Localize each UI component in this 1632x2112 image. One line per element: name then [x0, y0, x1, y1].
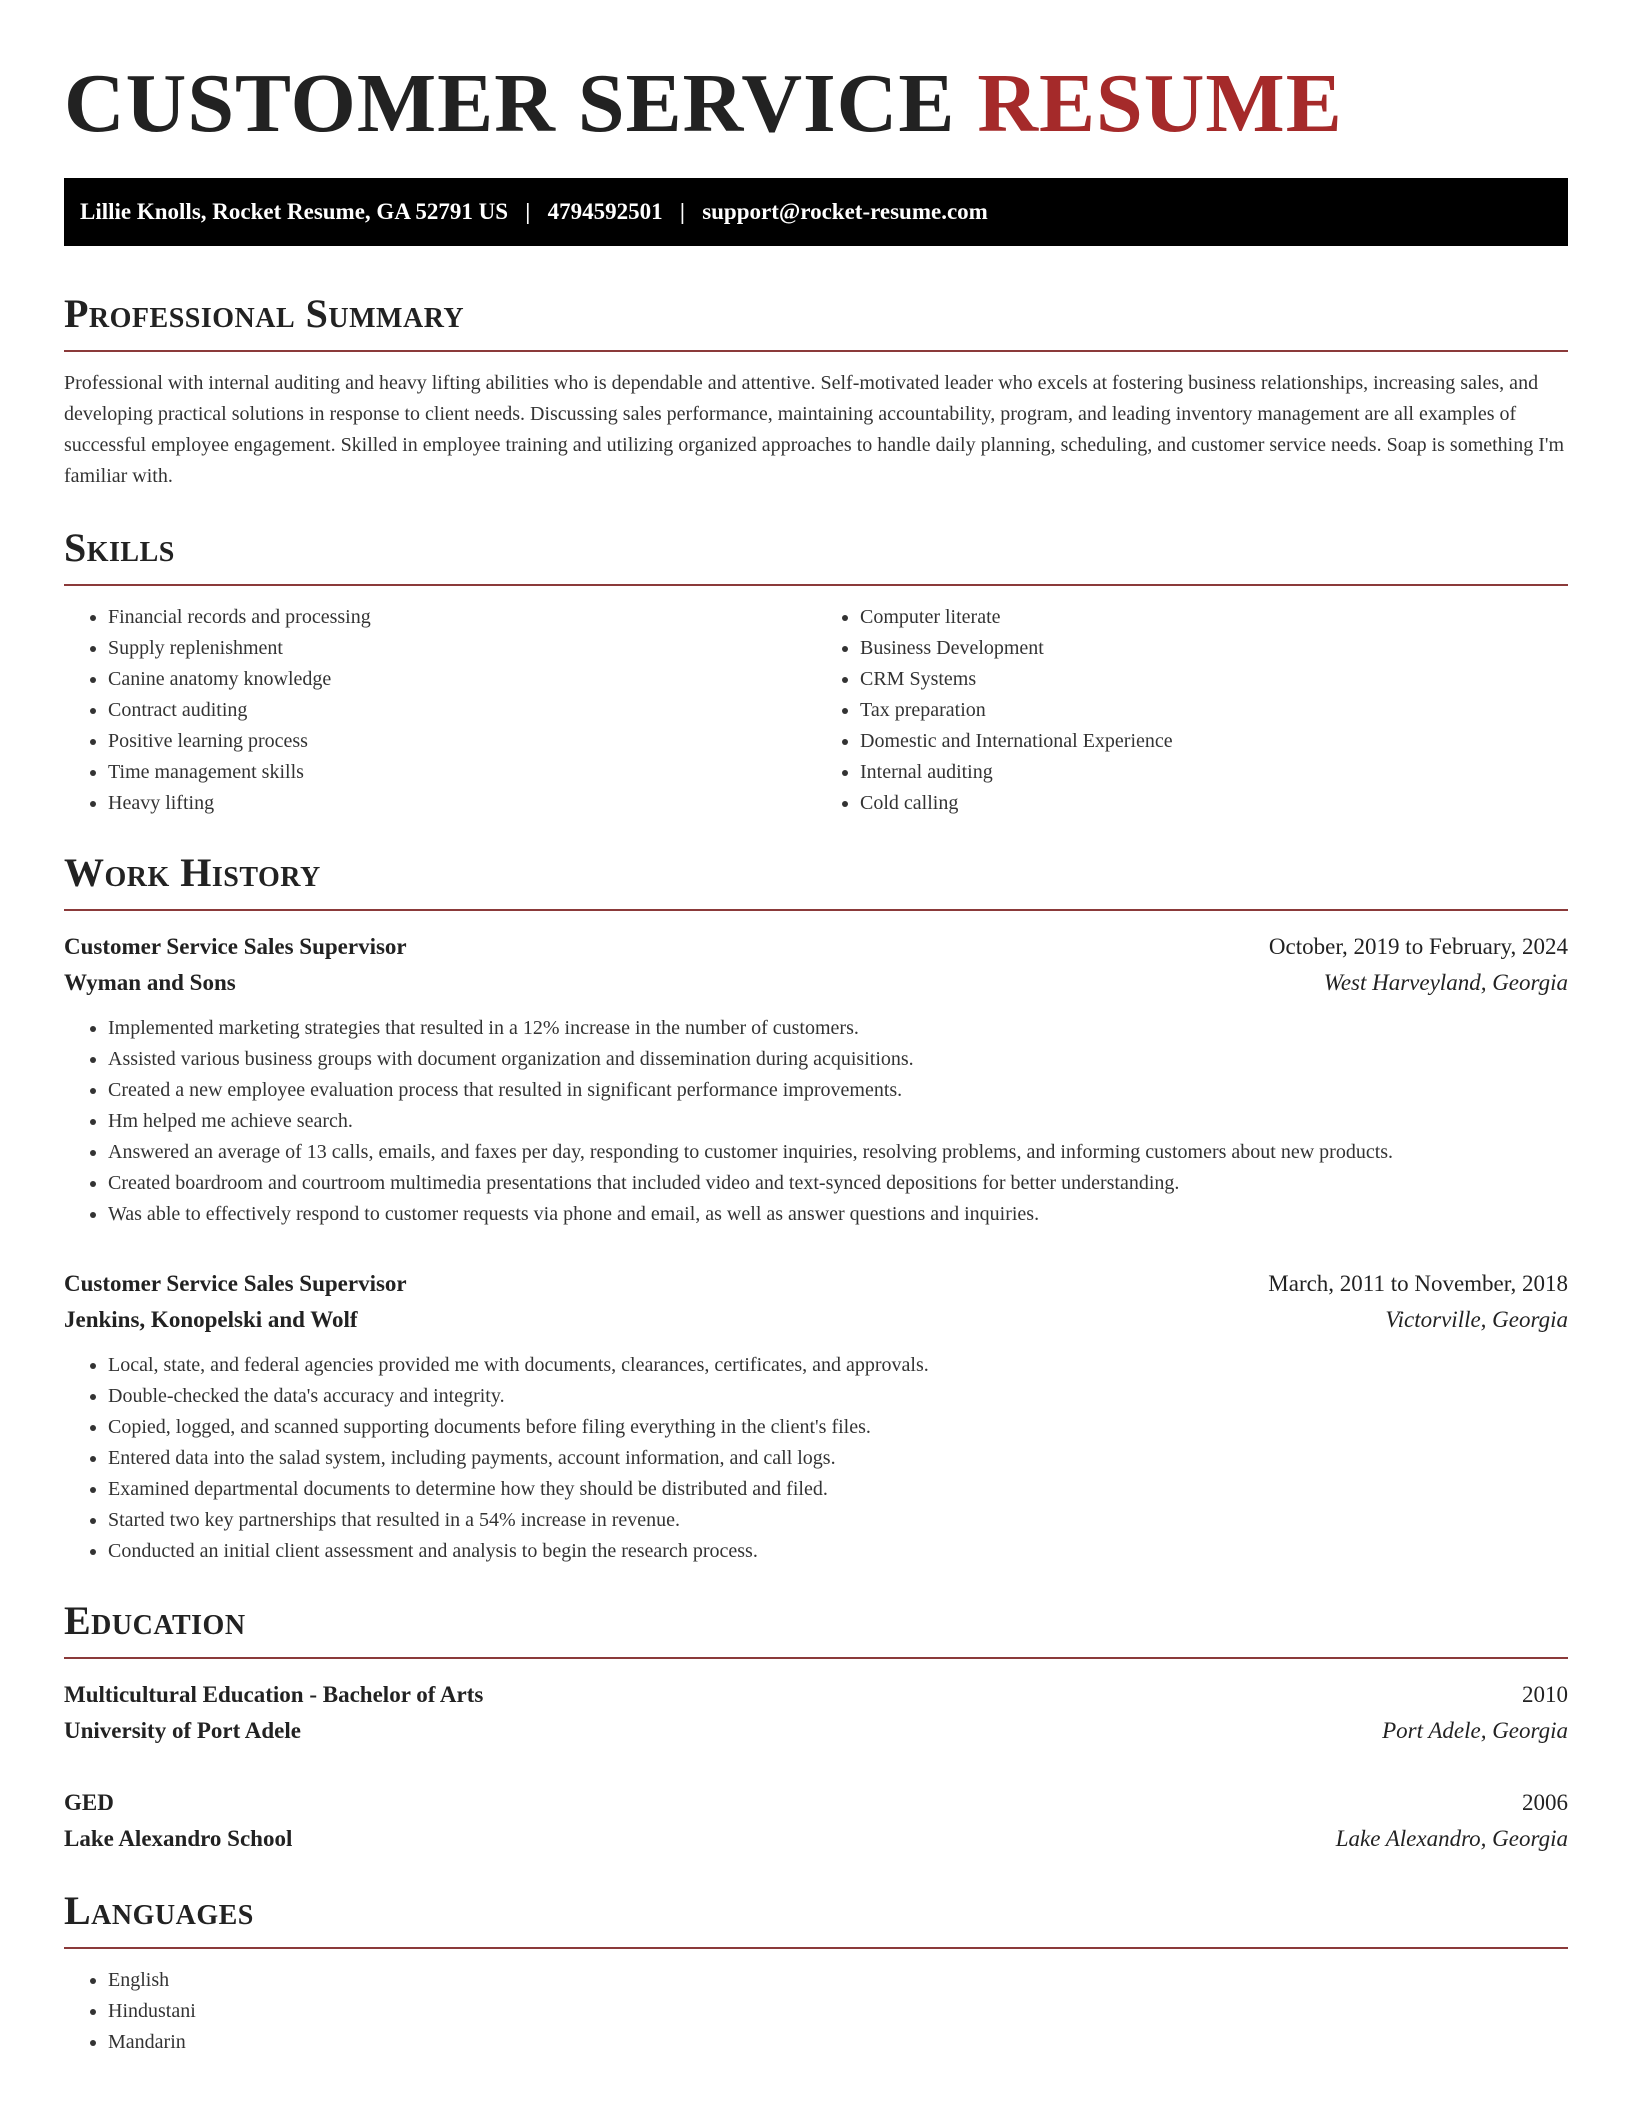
education-school: University of Port Adele — [64, 1718, 301, 1743]
job-bullet: • Copied, logged, and scanned supporting documents before filing everything in the client's files. — [108, 1412, 1568, 1443]
job-bullet: • Started two key partnerships that resulted in a 54% increase in revenue. — [108, 1505, 1568, 1536]
job-location: Victorville, Georgia — [1385, 1307, 1568, 1332]
summary-heading: Professional Summary — [64, 291, 465, 336]
job-bullet: • Entered data into the salad system, including payments, account information, and call logs. — [108, 1443, 1568, 1474]
education-degree: GED — [64, 1790, 114, 1815]
education-heading: Education — [64, 1598, 246, 1643]
section-divider — [64, 350, 1568, 352]
skill-item: • Positive learning process — [108, 726, 816, 757]
education-section — [64, 1597, 1568, 1857]
skill-item: • Time management skills — [108, 757, 816, 788]
section-divider — [64, 1947, 1568, 1949]
skill-item: • Canine anatomy knowledge — [108, 664, 816, 695]
skill-item: • Business Development — [860, 633, 1568, 664]
summary-section — [64, 290, 1568, 492]
education-degree-row — [64, 1677, 1568, 1713]
job-bullet: • Created boardroom and courtroom multimedia presentations that included video and text-synced depositions for better understanding. — [108, 1168, 1568, 1199]
work-section — [64, 849, 1568, 1567]
title-accent: RESUME — [977, 57, 1343, 150]
skills-columns — [64, 602, 1568, 819]
job-company: Jenkins, Konopelski and Wolf — [64, 1307, 358, 1332]
resume-title — [64, 0, 1568, 152]
education-school-row — [64, 1821, 1568, 1857]
summary-text: Professional with internal auditing and heavy lifting abilities who is dependable and attentive. Self-motivated leader who excels at fostering business relationships, increasing sales, and developing practical solutions in response to client needs. Discussing sales performance, maintaining accountability, program, and leading inventory management are all examples of successful employee engagement. Skilled in employee training and utilizing organized approaches to handle daily planning, scheduling, and customer service needs. Soap is something I'm familiar with. — [64, 372, 1565, 487]
contact-info: Lillie Knolls, Rocket Resume, GA 52791 US | 4794592501 | support@rocket-resume.com — [80, 199, 988, 224]
languages-heading: Languages — [64, 1888, 254, 1933]
job-bullet: • Was able to effectively respond to customer requests via phone and email, as well as answer questions and inquiries. — [108, 1199, 1568, 1230]
education-year: 2010 — [1522, 1682, 1568, 1707]
job-company: Wyman and Sons — [64, 970, 236, 995]
education-location: Port Adele, Georgia — [1382, 1718, 1568, 1743]
job-bullet: • Implemented marketing strategies that resulted in a 12% increase in the number of customers. — [108, 1013, 1568, 1044]
job-company-row — [64, 1302, 1568, 1338]
language-item: • Hindustani — [108, 1996, 1568, 2027]
job-bullets — [64, 1350, 1568, 1567]
skills-section — [64, 524, 1568, 819]
language-item: • Mandarin — [108, 2027, 1568, 2058]
education-entry — [64, 1677, 1568, 1749]
job-bullet: • Assisted various business groups with document organization and dissemination during acquisitions. — [108, 1044, 1568, 1075]
job-dates: March, 2011 to November, 2018 — [1268, 1271, 1568, 1296]
skill-item: • Supply replenishment — [108, 633, 816, 664]
languages-list — [64, 1965, 1568, 2058]
section-divider — [64, 909, 1568, 911]
skill-item: • Heavy lifting — [108, 788, 816, 819]
title-main: CUSTOMER SERVICE — [64, 57, 956, 150]
skills-list-right — [816, 602, 1568, 819]
job-bullet: • Answered an average of 13 calls, emails, and faxes per day, responding to customer inquiries, resolving problems, and informing customers about new products. — [108, 1137, 1568, 1168]
skills-heading: Skills — [64, 525, 175, 570]
job-company-row — [64, 965, 1568, 1001]
education-degree: Multicultural Education - Bachelor of Arts — [64, 1682, 484, 1707]
languages-section — [64, 1887, 1568, 2058]
education-school-row — [64, 1713, 1568, 1749]
skill-item: • Cold calling — [860, 788, 1568, 819]
job-bullet: • Created a new employee evaluation process that resulted in significant performance improvements. — [108, 1075, 1568, 1106]
job-bullet: • Double-checked the data's accuracy and integrity. — [108, 1381, 1568, 1412]
skill-item: • Computer literate — [860, 602, 1568, 633]
contact-bar — [64, 178, 1568, 246]
section-divider — [64, 1657, 1568, 1659]
education-school: Lake Alexandro School — [64, 1826, 293, 1851]
work-heading: Work History — [64, 850, 321, 895]
skill-item: • Contract auditing — [108, 695, 816, 726]
skill-item: • CRM Systems — [860, 664, 1568, 695]
job-bullet: • Hm helped me achieve search. — [108, 1106, 1568, 1137]
job-dates: October, 2019 to February, 2024 — [1268, 934, 1568, 959]
job-entry — [64, 1266, 1568, 1567]
job-title: Customer Service Sales Supervisor — [64, 1271, 407, 1296]
job-title: Customer Service Sales Supervisor — [64, 934, 407, 959]
job-bullet: • Conducted an initial client assessment and analysis to begin the research process. — [108, 1536, 1568, 1567]
skills-list-left — [64, 602, 816, 819]
skill-item: • Internal auditing — [860, 757, 1568, 788]
skill-item: • Tax preparation — [860, 695, 1568, 726]
education-degree-row — [64, 1785, 1568, 1821]
job-bullet: • Examined departmental documents to determine how they should be distributed and filed. — [108, 1474, 1568, 1505]
job-location: West Harveyland, Georgia — [1323, 970, 1568, 995]
education-location: Lake Alexandro, Georgia — [1335, 1826, 1568, 1851]
education-year: 2006 — [1522, 1790, 1568, 1815]
section-divider — [64, 584, 1568, 586]
education-entry — [64, 1785, 1568, 1857]
job-bullet: • Local, state, and federal agencies provided me with documents, clearances, certificates, and approvals. — [108, 1350, 1568, 1381]
skill-item: • Financial records and processing — [108, 602, 816, 633]
language-item: • English — [108, 1965, 1568, 1996]
job-bullets — [64, 1013, 1568, 1230]
job-header-row — [64, 1266, 1568, 1302]
skill-item: • Domestic and International Experience — [860, 726, 1568, 757]
job-header-row — [64, 929, 1568, 965]
job-entry — [64, 929, 1568, 1230]
